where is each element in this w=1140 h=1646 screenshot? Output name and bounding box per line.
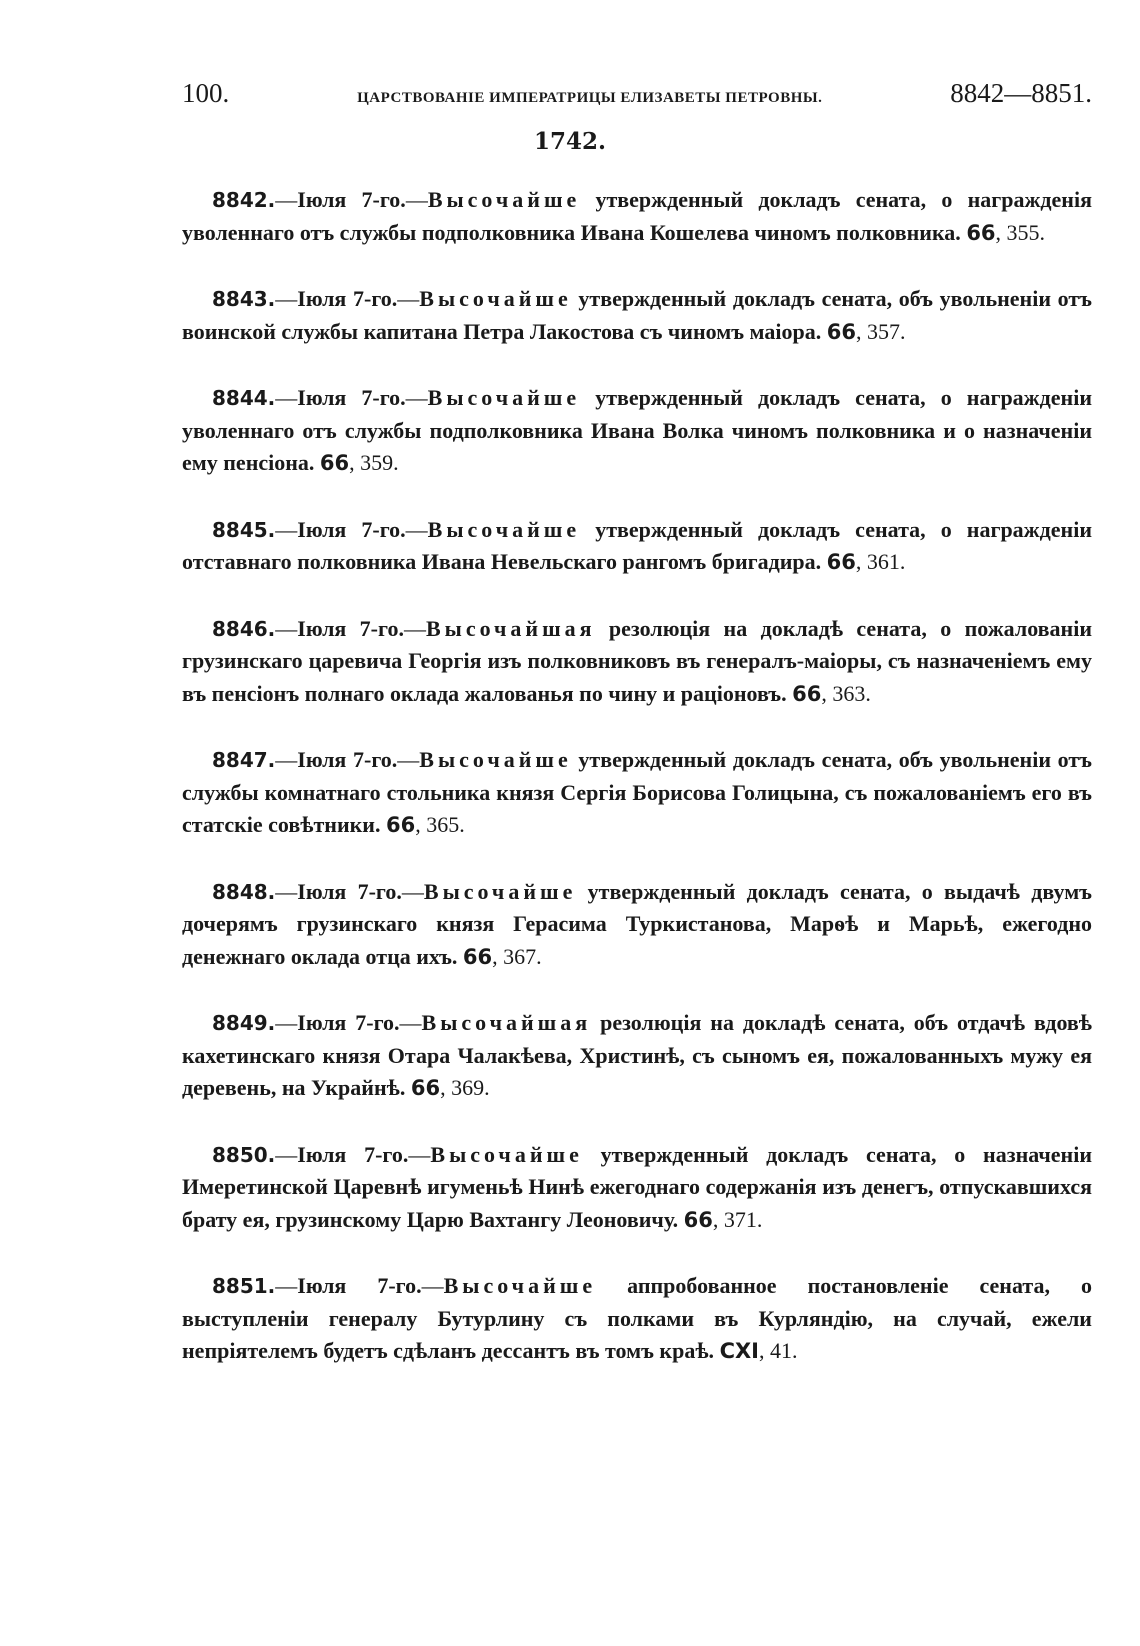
entry-volume: 66	[792, 681, 822, 706]
entry-volume: 66	[319, 451, 350, 475]
entry-issuer: Высочайшая	[421, 1010, 592, 1035]
entry-text: резолюція на докладѣ сената, объ отдачѣ вдовѣ кахетинскаго князя Отара Чалакѣева, Христинѣ, съ сыномъ ея, пожалованныхъ мужу ея деревень, на Украйнѣ.	[182, 1010, 1092, 1100]
entry-issuer: Высочайше	[443, 1273, 597, 1298]
entry-8851	[182, 1270, 1092, 1368]
entry-volume: 66	[683, 1207, 713, 1232]
entry-range: 8842—8851.	[950, 78, 1092, 108]
entry-dash: —	[275, 1010, 298, 1035]
entry-date: Іюля 7-го.	[297, 615, 404, 641]
entry-page: , 359.	[349, 450, 399, 475]
entry-number: 8844.	[212, 386, 276, 410]
entry-date: Іюля 7-го.	[297, 1141, 409, 1167]
entry-dash: —	[275, 516, 298, 542]
entry-volume: 66	[385, 813, 416, 837]
entry-dash: —	[275, 1273, 298, 1298]
entry-8850	[182, 1139, 1092, 1237]
entry-number: 8847.	[212, 748, 276, 772]
entry-issuer: Высочайше	[427, 516, 581, 542]
entry-page: , 355.	[995, 219, 1046, 245]
entry-page: , 357.	[855, 318, 906, 344]
entry-dash: —	[275, 878, 298, 904]
entry-number: 8849.	[212, 1011, 276, 1035]
entry-issuer: Высочайше	[430, 1141, 583, 1167]
entry-number: 8845.	[212, 517, 276, 542]
entry-dash: —	[275, 1141, 298, 1167]
entry-dash: —	[405, 516, 428, 542]
entry-dash: —	[403, 615, 426, 641]
entry-date: Іюля 7-го.	[297, 286, 398, 311]
entry-text: утвержденный докладъ сената, о награжденіи уволеннаго отъ службы подполковника Ивана Волка чиномъ полковника и о назначеніи ему пенсіона.	[182, 385, 1092, 475]
entry-volume: 66	[410, 1076, 441, 1100]
entry-text: утвержденный докладъ сената, о награжденія уволеннаго отъ службы подполковника Ивана Кошелева чиномъ полковника.	[182, 187, 1093, 245]
entry-dash: —	[397, 747, 420, 772]
entry-page: , 367.	[492, 943, 542, 969]
entry-issuer: Высочайше	[427, 187, 581, 212]
running-title: ЦАРСТВОВАНІЕ ИМПЕРАТРИЦЫ ЕЛИЗАВЕТЫ ПЕТРОВНЫ.	[357, 90, 823, 106]
entry-dash: —	[421, 1273, 444, 1298]
entry-8845	[182, 514, 1092, 579]
entry-text: утвержденный докладъ сената, объ увольненіи отъ службы комнатнаго стольника князя Сергія Борисова Голицына, съ пожалованіемъ его въ статскіе совѣтники.	[182, 747, 1093, 837]
entry-text: резолюція на докладѣ сената, о пожалованіи грузинскаго царевича Георгія изъ полковниковъ въ генералъ-маіоры, съ назначеніемъ ему въ пенсіонъ полнаго оклада жалованья по чину и раціоновъ.	[182, 615, 1092, 706]
page-number: 100.	[182, 78, 230, 108]
entry-dash: —	[401, 878, 424, 904]
entry-text: аппробованное постановленіе сената, о выступленіи генералу Бутурлину съ полками въ Курляндію, на случай, ежели непріятелемъ будетъ сдѣланъ дессантъ въ томъ краѣ.	[182, 1273, 1092, 1363]
entry-issuer: Высочайше	[423, 878, 577, 904]
entry-page: , 365.	[415, 812, 465, 837]
entries-list	[182, 184, 1092, 1402]
entry-number: 8848.	[212, 879, 276, 904]
entry-number: 8851.	[212, 1274, 276, 1298]
entry-dash: —	[405, 187, 428, 212]
entry-8842	[182, 184, 1092, 249]
entry-date: Іюля 7-го.	[297, 385, 406, 410]
entry-date: Іюля 7-го.	[297, 1010, 400, 1035]
entry-date: Іюля 7-го.	[297, 747, 398, 772]
entry-dash: —	[408, 1141, 431, 1167]
entry-number: 8850.	[212, 1142, 276, 1167]
entry-number: 8842.	[212, 188, 276, 212]
entry-volume: 66	[826, 550, 856, 574]
entry-date: Іюля 7-го.	[297, 878, 402, 904]
entry-dash: —	[397, 286, 420, 311]
entry-8844	[182, 382, 1092, 480]
entry-dash: —	[275, 615, 298, 641]
entry-date: Іюля 7-го.	[297, 516, 406, 542]
entry-number: 8846.	[212, 616, 276, 641]
entry-8848	[182, 876, 1092, 974]
entry-dash: —	[275, 385, 298, 410]
entry-number: 8843.	[212, 287, 276, 311]
year-heading: 1742.	[533, 128, 607, 155]
entry-page: , 371.	[712, 1206, 763, 1232]
entry-issuer: Высочайше	[427, 385, 581, 410]
entry-8846	[182, 613, 1092, 711]
entry-text: утвержденный докладъ сената, о выдачѣ двумъ дочерямъ грузинскаго князя Герасима Туркистанова, Марѳѣ и Марьѣ, ежегодно денежнаго оклада отца ихъ.	[182, 878, 1093, 969]
entry-dash: —	[275, 747, 298, 772]
entry-dash: —	[275, 286, 298, 311]
entry-page: , 361.	[855, 549, 906, 574]
entry-text: утвержденный докладъ сената, объ увольненіи отъ воинской службы капитана Петра Лакостова съ чиномъ маіора.	[182, 286, 1093, 344]
running-head	[182, 78, 1092, 112]
entry-8843	[182, 283, 1092, 348]
entry-text: утвержденный докладъ сената, о назначеніи Имеретинской Царевнѣ игуменьѣ Нинѣ ежегоднаго содержанія изъ денегъ, отпускавшихся брату ея, грузинскому Царю Вахтангу Леоновичу.	[182, 1141, 1092, 1232]
entry-volume: 66	[966, 220, 996, 245]
entry-volume: 66	[826, 319, 856, 344]
entry-dash: —	[275, 187, 298, 212]
entry-issuer: Высочайше	[419, 747, 572, 772]
entry-page: , 363.	[821, 680, 871, 706]
entry-dash: —	[405, 385, 428, 410]
entry-page: , 369.	[440, 1075, 490, 1100]
entry-volume: CXI	[719, 1339, 759, 1363]
entry-volume: 66	[462, 944, 493, 969]
entry-date: Іюля 7-го.	[297, 187, 406, 212]
entry-8849	[182, 1007, 1092, 1105]
entry-dash: —	[399, 1010, 422, 1035]
entry-8847	[182, 744, 1092, 842]
entry-issuer: Высочайше	[419, 286, 572, 311]
entry-date: Іюля 7-го.	[297, 1273, 422, 1298]
entry-text: утвержденный докладъ сената, о награжденіи отставнаго полковника Ивана Невельскаго рангомъ бригадира.	[182, 516, 1092, 574]
entry-issuer: Высочайшая	[425, 615, 596, 641]
entry-page: , 41.	[758, 1338, 798, 1363]
